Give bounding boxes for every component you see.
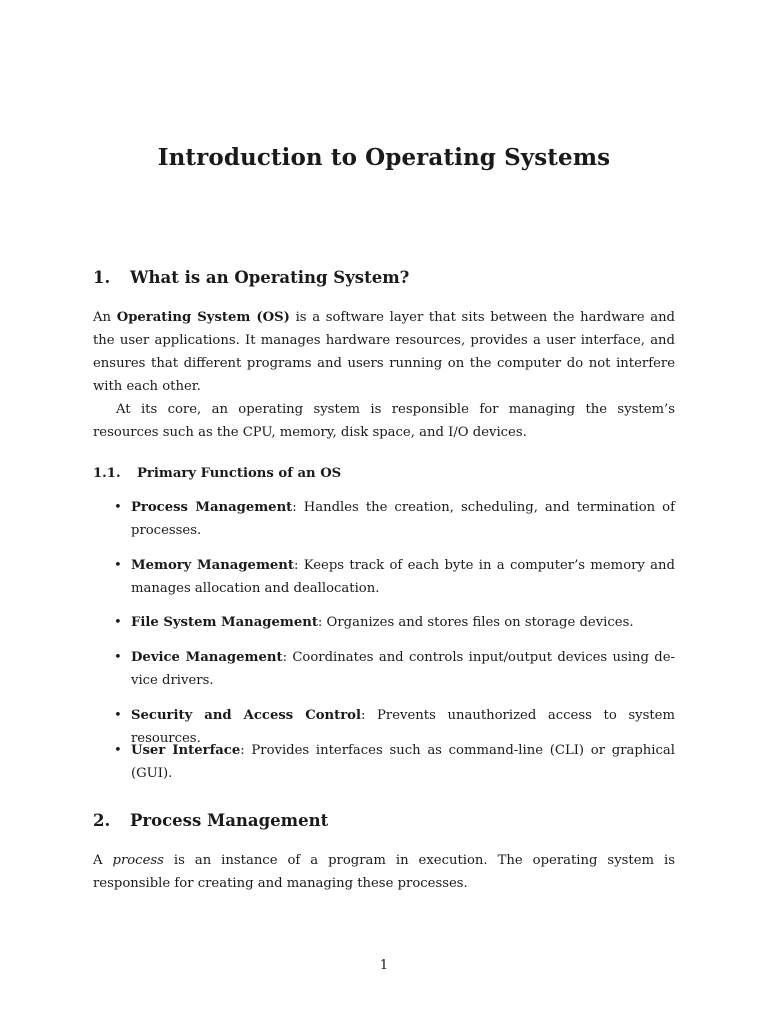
- list-item: [114, 739, 675, 785]
- s2p1-italic-term: process: [112, 853, 164, 868]
- section-2-paragraph-1: [93, 849, 675, 895]
- list-item-desc: : Provides interfaces such as command-line (CLI) or graphical (GUI).: [131, 743, 675, 781]
- section-1-paragraph-1: [93, 306, 675, 398]
- p1-bold-term: Operating System (OS): [116, 310, 290, 325]
- list-item: [114, 554, 675, 600]
- s2p1-text-post: is an instance of a program in execution. The operating system is responsible for creating and managing these processes.: [93, 853, 675, 891]
- list-item: [114, 646, 675, 692]
- subsection-1-1-number: 1.1.: [93, 466, 121, 481]
- s2p1-text-pre: A: [93, 853, 113, 868]
- list-item-term: Security and Access Control: [131, 708, 361, 723]
- section-2-title: Process Management: [130, 811, 329, 830]
- section-1-title: What is an Operating System?: [130, 268, 410, 287]
- bullet-icon: •: [114, 743, 122, 758]
- page-number: 1: [379, 958, 389, 973]
- subsection-1-1-heading: [93, 466, 341, 481]
- section-1-paragraph-2: At its core, an operating system is responsible for managing the system’s resources such as the CPU, memory, disk space, and I/O devices.: [93, 402, 675, 440]
- bullet-icon: •: [114, 615, 122, 630]
- section-2-number: 2.: [93, 811, 111, 830]
- section-1-number: 1.: [93, 268, 111, 287]
- subsection-1-1-title: Primary Functions of an OS: [137, 466, 342, 481]
- list-item-term: User Interface: [131, 743, 241, 758]
- list-item: [114, 611, 675, 634]
- list-item-desc: : Prevents unauthorized access to system resources.: [131, 708, 675, 746]
- list-item-desc: : Coordinates and controls input/output devices using device drivers.: [131, 650, 675, 688]
- list-item-desc: : Handles the creation, scheduling, and termination of processes.: [131, 500, 675, 538]
- list-item-term: Process Management: [131, 500, 293, 515]
- list-item-term: File System Management: [131, 615, 318, 630]
- bullet-icon: •: [114, 650, 122, 665]
- p1-text-pre: An: [93, 310, 117, 325]
- document-title: Introduction to Operating Systems: [157, 144, 611, 171]
- list-item-desc: : Keeps track of each byte in a computer’s memory and manages allocation and deallocation.: [131, 558, 675, 596]
- p1-text-post: is a software layer that sits between the hardware and the user applications. It manages hardware resources, provides a user interface, and ensures that different programs and users running on the computer do not interfere with each other.: [93, 310, 675, 394]
- list-item: [114, 496, 675, 542]
- list-item-desc: : Organizes and stores files on storage devices.: [317, 615, 634, 630]
- section-1-heading: [93, 268, 409, 287]
- bullet-icon: •: [114, 500, 122, 515]
- list-item-term: Memory Management: [131, 558, 294, 573]
- bullet-icon: •: [114, 708, 122, 723]
- bullet-icon: •: [114, 558, 122, 573]
- section-2-heading: [93, 811, 328, 830]
- list-item-term: Device Management: [131, 650, 283, 665]
